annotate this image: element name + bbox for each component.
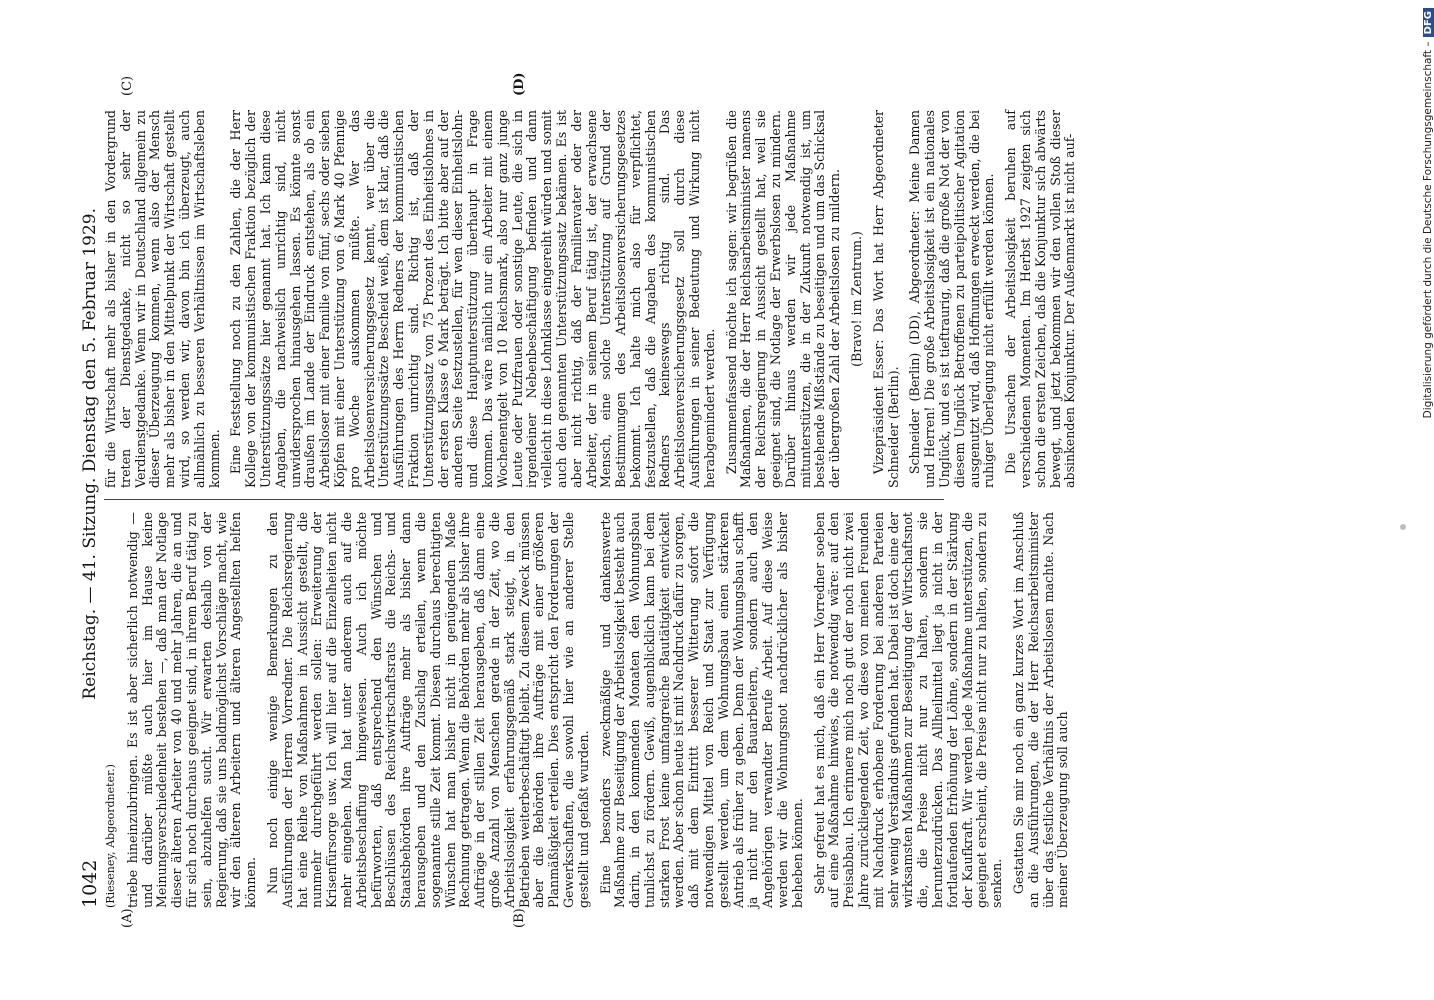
margin-marker-b: (B) bbox=[512, 908, 527, 928]
margin-marker-d: (D) bbox=[512, 72, 527, 96]
paragraph: Gestatten Sie mir noch ein ganz kurzes Wort im Anschluß an die Ausführungen, die der Herr Reichsarbeitsminister über das festliche Verhältnis der Arbeitslosen machte. Nach meiner Überzeugung soll auch bbox=[1011, 512, 1071, 908]
speaker-reference: (Rieseney, Abgeordneter.) bbox=[104, 764, 117, 908]
paragraph: Sehr gefreut hat es mich, daß ein Herr Vorredner soeben auf eine Maßnahme hinwies, die notwendig wäre: auf den Preisabbau. Ich erinnere mich noch gut der noch nicht zwei Jahre zurückliegenden Zeit, wo diese von meinen Freunden mit Nachdruck erhobene Forderung bei anderen Parteien sehr wenig Verständnis gefunden hat. Dabei ist doch eine der wirksamsten Maßnahmen zur Beseitigung der Wirtschaftsnot die, die Preise nicht nur zu halten, sondern sie herunterzudrücken. Das Allheilmittel liegt ja nicht in der fortlaufenden Erhöhung der Löhne, sondern in der Stärkung der Kaufkraft. Wir werden jede Maßnahme unterstützen, die geeignet erscheint, die Preise nicht nur zu halten, sondern zu senken. bbox=[811, 512, 1005, 908]
paragraph: für die Wirtschaft mehr als bisher in den Vordergrund treten der Dienstgedanke, nicht so sehr der Verdienstgedanke. Wenn wir in Deutschland allgemein zu dieser Überzeugung kommen, wenn also der Mensch mehr als bisher in den Mittelpunkt der Wirtschaft gestellt wird, so werden wir, davon bin ich überzeugt, auch allmählich zu besseren Verhältnissen im Wirtschaftsleben kommen. bbox=[103, 110, 222, 488]
paragraph: Schneider (Berlin) (DD), Abgeordneter: Meine Damen und Herren! Die große Arbeitslosigkeit ist ein nationales Unglück, und es ist tieftraurig, daß die große Not der von diesem Unglück Betroffenen zu parteipolitischer Agitation ausgenutzt wird, daß Hoffnungen erweckt werden, die bei ruhiger Überlegung nicht erfüllt werden können. bbox=[907, 110, 997, 488]
column-divider bbox=[104, 499, 944, 500]
right-column bbox=[104, 110, 1085, 488]
margin-marker-c: (C) bbox=[120, 75, 135, 96]
page-number: 1042 bbox=[79, 859, 101, 908]
paragraph: Nun noch einige wenige Bemerkungen zu den Ausführungen der Herren Vorredner. Die Reichsregierung hat eine Reihe von Maßnahmen in Aussicht gestellt, die nunmehr durchgeführt werden sollen: Erweiterung der Krisenfürsorge usw. Ich will hier auf die Einzelheiten nicht mehr eingehen. Man hat unter anderem auch auf die Arbeitsbeschaffung hingewiesen. Auch ich möchte befürworten, daß entsprechend den Wünschen und Beschlüssen des Reichswirtschaftsrats die Reichs- und Staatsbehörden ihre Aufträge mehr als bisher dann herausgeben und den Zuschlag erteilen, wenn die sogenannte stille Zeit kommt. Diesen durchaus berechtigten Wünschen hat man bisher nicht in genügendem Maße Rechnung getragen. Wenn die Behörden mehr als bisher ihre Aufträge in der stillen Zeit herausgeben, daß dann eine große Anzahl von Menschen gerade in der Zeit, wo die Arbeitslosigkeit erfahrungsgemäß stark steigt, in den Betrieben weiterbeschäftigt bleibt. Zu diesem Zweck müssen aber die Behörden ihre Aufträge mit einer größeren Planmäßigkeit erteilen. Dies entspricht den Forderungen der Gewerkschaften, die sowohl hier wie an anderer Stelle gestellt und gefaßt wurden. bbox=[264, 512, 591, 908]
paragraph: triebe hineinzubringen. Es ist aber sicherlich notwendig — und darüber müßte auch hier im Hause keine Meinungsverschiedenheit bestehen —, daß man der Notlage dieser älteren Arbeiter von 40 und mehr Jahren, die an und für sich noch durchaus geeignet sind, in ihrem Beruf tätig zu sein, abzuhelfen sucht. Wir erwarten deshalb von der Regierung, daß sie uns baldmöglichst Vorschläge macht, wie wir den älteren Arbeitern und älteren Angestellten helfen können. bbox=[124, 512, 259, 908]
digitization-watermark bbox=[1418, 8, 1434, 998]
watermark-text: Digitalisierung gefördert durch die Deutsche Forschungsgemeinschaft – bbox=[1422, 41, 1434, 419]
page-title: Reichstag. — 41. Sitzung. Dienstag den 5. Februar 1929. bbox=[80, 208, 100, 700]
paragraph: Eine Feststellung noch zu den Zahlen, die der Herr Kollege von der kommunistischen Fraktion bezüglich der Unterstützungssätze hier genannt hat. Ich kann diese Angaben, die nachweislich unrichtig sind, nicht unwidersprochen hinausgehen lassen. Es könnte sonst draußen im Lande der Eindruck entstehen, als ob ein Arbeitsloser mit einer Familie von fünf, sechs oder sieben Köpfen mit einer Unterstützung von 6 Mark 40 Pfennige pro Woche auskommen müßte. Wer das Arbeitslosenversicherungsgesetz kennt, wer über die Unterstützungssätze Bescheid weiß, dem ist klar, daß die Ausführungen des Herrn Redners der kommunistischen Fraktion unrichtig sind. Richtig ist, daß der Unterstützungssatz von 75 Prozent des Einheitslohnes in der ersten Klasse 6 Mark beträgt. Ich bitte aber auf der anderen Seite festzustellen, für wen dieser Einheitslohn- und diese Hauptunterstützung überhaupt in Frage kommen. Das wäre nämlich nur ein Arbeiter mit einem Wochenentgelt von 10 Reichsmark, also nur ganz junge Leute oder Putzfrauen oder sonstige Leute, die sich in irgendeiner Nebenbeschäftigung befinden und dann vielleicht in diese Lohnklasse eingereiht würden und somit auch den genannten Unterstützungssatz bekämen. Es ist aber nicht richtig, daß der Familienvater oder der Arbeiter, der in seinem Beruf tätig ist, der erwachsene Mensch, eine solche Unterstützung auf Grund der Bestimmungen des Arbeitslosenversicherungsgesetzes bekommt. Ich halte mich also für verpflichtet, festzustellen, daß die Angaben des kommunistischen Redners keineswegs richtig sind. Das Arbeitslosenversicherungsgesetz soll durch diese Ausführungen in seiner Bedeutung und Wirkung nicht herabgemindert werden. bbox=[228, 110, 717, 488]
scan-speck bbox=[1400, 524, 1406, 530]
applause-note: (Bravo! im Zentrum.) bbox=[849, 231, 865, 367]
page-header bbox=[78, 208, 102, 908]
margin-marker-a: (A) bbox=[120, 908, 135, 928]
left-column bbox=[104, 512, 1078, 908]
paragraph: Eine besonders zweckmäßige und dankenswerte Maßnahme zur Beseitigung der Arbeitslosigkeit besteht auch darin, in den kommenden Monaten den Wohnungsbau tunlichst zu fördern. Gewiß, augenblicklich kann bei dem starken Frost keine umfangreiche Bautätigkeit entwickelt werden. Aber schon heute ist mit Nachdruck dafür zu sorgen, daß mit dem Eintritt besserer Witterung sofort die notwendigen Mittel von Reich und Staat zur Verfügung gestellt werden, um dem Wohnungsbau einen stärkeren Antrieb als früher zu geben. Denn der Wohnungsbau schafft ja nicht nur den Bauarbeitern, sondern auch den Angehörigen verwandter Berufe Arbeit. Auf diese Weise werden wir die Wohnungsnot nachdrücklicher als bisher beheben können. bbox=[597, 511, 805, 908]
paragraph: Zusammenfassend möchte ich sagen: wir begrüßen die Maßnahmen, die der Herr Reichsarbeitsminister namens der Reichsregierung in Aussicht gestellt hat, weil sie geeignet sind, die Notlage der Erwerbslosen zu mindern. Darüber hinaus werden wir jede Maßnahme mitunterstützen, die in der Zukunft notwendig ist, um bestehende Mißstände zu beseitigen und um das Schicksal der übergroßen Zahl der Arbeitslosen zu mildern. bbox=[723, 110, 843, 488]
president-statement: Vizepräsident Esser: Das Wort hat Herr Abgeordneter Schneider (Berlin). bbox=[870, 110, 901, 488]
paragraph: Die Ursachen der Arbeitslosigkeit beruhen auf verschiedenen Momenten. Im Herbst 1927 zeigten sich schon die ersten Zeichen, daß die Konjunktur sich abwärts bewegt, und jetzt bekommen wir den vollen Stoß dieser absinkenden Konjunktur. Der Außenmarkt ist nicht auf- bbox=[1003, 110, 1078, 488]
dfg-logo: DFG bbox=[1423, 8, 1434, 37]
